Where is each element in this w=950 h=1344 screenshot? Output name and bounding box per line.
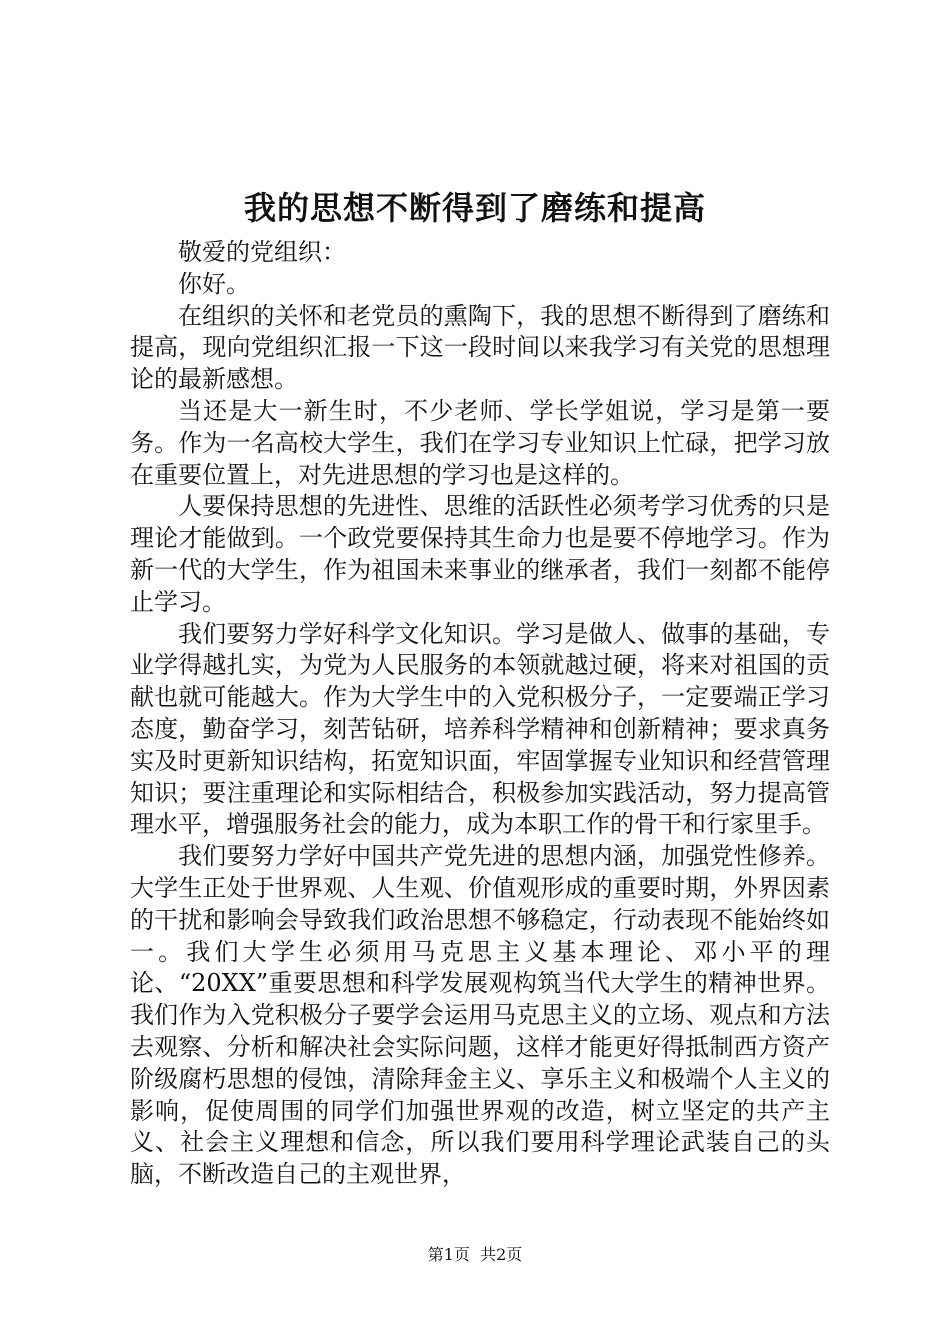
page-footer: [0, 1243, 950, 1267]
paragraph: 我们要努力学好科学文化知识。学习是做人、做事的基础，专业学得越扎实，为党为人民服务的本领就越过硬，将来对祖国的贡献也就可能越大。作为大学生中的入党积极分子，一定要端正学习态度，勤奋学习，刻苦钻研，培养科学精神和创新精神；要求真务实及时更新知识结构，拓宽知识面，牢固掌握专业知识和经营管理知识；要注重理论和实际相结合，积极参加实践活动，努力提高管理水平，增强服务社会的能力，成为本职工作的骨干和行家里手。: [130, 619, 830, 839]
paragraph: 在组织的关怀和老党员的熏陶下，我的思想不断得到了磨练和提高，现向党组织汇报一下这一段时间以来我学习有关党的思想理论的最新感想。: [130, 301, 830, 394]
page-number: 第1页 共2页: [427, 1245, 523, 1264]
document-body: [130, 237, 830, 1191]
paragraph: 当还是大一新生时，不少老师、学长学姐说，学习是第一要务。作为一名高校大学生，我们在学习专业知识上忙碌，把学习放在重要位置上，对先进思想的学习也是这样的。: [130, 396, 830, 489]
document-title: 我的思想不断得到了磨练和提高: [243, 189, 706, 227]
paragraph: 人要保持思想的先进性、思维的活跃性必须考学习优秀的只是理论才能做到。一个政党要保持其生命力也是要不停地学习。作为新一代的大学生，作为祖国未来事业的继承者，我们一刻都不能停止学习。: [130, 492, 830, 616]
greeting: 你好。: [178, 269, 250, 298]
paragraph: 我们要努力学好中国共产党先进的思想内涵，加强党性修养。大学生正处于世界观、人生观、价值观形成的重要时期，外界因素的干扰和影响会导致我们政治思想不够稳定，行动表现不能始终如一。我们大学生必须用马克思主义基本理论、邓小平的理论、“20XX”重要思想和科学发展观构筑当代大学生的精神世界。我们作为入党积极分子要学会运用马克思主义的立场、观点和方法去观察、分析和解决社会实际问题，这样才能更好得抵制西方资产阶级腐朽思想的侵蚀，清除拜金主义、享乐主义和极端个人主义的影响，促使周围的同学们加强世界观的改造，树立坚定的共产主义、社会主义理想和信念，所以我们要用科学理论武装自己的头脑，不断改造自己的主观世界，: [130, 842, 830, 1189]
salutation: 敬爱的党组织：: [178, 238, 346, 266]
